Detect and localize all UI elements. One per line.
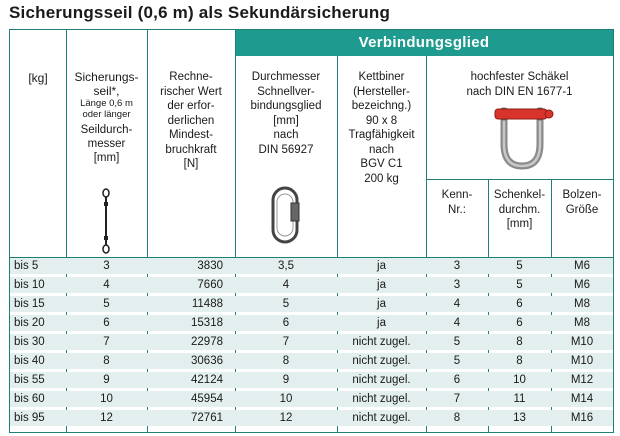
cell-bruch: 42124	[191, 374, 223, 386]
cell-kg: bis 10	[14, 279, 45, 291]
cell-kett: nicht zugel.	[352, 393, 411, 405]
cell-bolzen: M16	[570, 412, 594, 424]
cell-bolzen: M10	[570, 336, 594, 348]
cell-bruch: 72761	[191, 412, 223, 424]
cell-seil: 7	[103, 336, 110, 348]
header-seil-d1: Seildurch-	[80, 124, 133, 136]
carabiner-icon	[269, 185, 303, 245]
header-schenkel-line: Schenkel-	[493, 189, 546, 201]
header-kett-line: 90 x 8	[365, 114, 398, 127]
cell-bolzen: M10	[570, 355, 594, 367]
cell-schnell: 7	[282, 336, 290, 348]
cell-kg: bis 40	[14, 355, 45, 367]
cell-bruch: 7660	[197, 279, 223, 291]
cell-seil: 4	[103, 279, 110, 291]
cell-seil: 6	[103, 317, 110, 329]
cell-bolzen: M14	[570, 393, 594, 405]
table-row	[10, 334, 613, 350]
header-schenkel	[488, 188, 551, 232]
cell-kg: bis 95	[14, 412, 45, 424]
spec-table	[9, 29, 614, 433]
rope-icon	[96, 188, 116, 254]
header-bolzen-line: Bolzen-	[562, 189, 602, 201]
table-row	[10, 372, 613, 388]
cell-kenn: 4	[453, 298, 461, 310]
header-schenkel-line: [mm]	[506, 218, 533, 230]
group-header-verbindungsglied: Verbindungsglied	[235, 30, 613, 56]
cell-kg: bis 30	[14, 336, 45, 348]
header-bruch-line: Rechne-	[169, 71, 213, 83]
cell-seil: 5	[103, 298, 110, 310]
cell-kenn: 3	[453, 279, 461, 291]
cell-kett: nicht zugel.	[352, 355, 411, 367]
header-schnell-line: [mm]	[273, 114, 299, 127]
header-kett-line: 200 kg	[364, 172, 399, 185]
header-bruch-line: derlichen	[167, 114, 215, 127]
cell-kenn: 3	[453, 260, 461, 272]
header-kg: [kg]	[28, 71, 48, 85]
shackle-icon	[490, 100, 554, 172]
cell-seil: 8	[103, 355, 110, 367]
cell-kenn: 7	[453, 393, 461, 405]
cell-kett: nicht zugel.	[352, 412, 411, 424]
cell-kett: nicht zugel.	[352, 336, 411, 348]
cell-bolzen: M6	[574, 260, 590, 272]
header-schnell-line: bindungsglied	[250, 100, 322, 112]
page-title: Sicherungsseil (0,6 m) als Sekundärsicherung	[9, 3, 391, 22]
cell-schenkel: 6	[516, 298, 523, 310]
header-kett-line: (Hersteller-	[353, 85, 410, 98]
cell-kett: ja	[377, 279, 386, 291]
header-kett-line: nach	[369, 143, 394, 156]
header-bruchkraft	[147, 70, 235, 172]
table-row	[10, 258, 613, 274]
header-bruch-line: Mindest-	[168, 129, 214, 141]
header-kett-line: BGV C1	[360, 158, 403, 170]
cell-schnell: 4	[282, 279, 290, 291]
cell-kenn: 4	[453, 317, 461, 329]
header-kenn	[426, 188, 488, 217]
cell-kett: ja	[377, 260, 386, 272]
table-row	[10, 277, 613, 293]
cell-schnell: 5	[282, 298, 290, 310]
header-schnell-line: Durchmesser	[251, 71, 321, 83]
cell-bolzen: M8	[574, 298, 590, 310]
header-bruch-line: [N]	[183, 158, 199, 170]
header-schnell-line: nach	[273, 129, 299, 141]
cell-seil: 9	[103, 374, 110, 386]
header-schnell-line: Schnellver-	[257, 85, 315, 98]
header-kett-line: Kettbiner	[358, 71, 405, 83]
table-row	[10, 410, 613, 426]
cell-kg: bis 60	[14, 393, 45, 405]
header-kettbiner	[337, 70, 426, 186]
cell-kg: bis 20	[14, 317, 45, 329]
cell-schenkel: 13	[513, 412, 526, 424]
header-seil-unit: [mm]	[93, 152, 120, 164]
cell-bolzen: M6	[574, 279, 590, 291]
cell-schnell: 9	[282, 374, 290, 386]
header-seil	[66, 70, 147, 165]
cell-schnell: 10	[279, 393, 293, 405]
table-row	[10, 296, 613, 312]
cell-schenkel: 11	[513, 393, 526, 405]
cell-kg: bis 55	[14, 374, 45, 386]
table-row	[10, 353, 613, 369]
cell-kett: ja	[377, 317, 386, 329]
header-bruch-line: rischer Wert	[160, 85, 222, 98]
header-bruch-line: bruchkraft	[165, 143, 217, 156]
cell-schenkel: 8	[516, 336, 523, 348]
header-bruch-line: der erfor-	[167, 100, 215, 112]
cell-seil: 3	[103, 260, 110, 272]
header-schnell-line: DIN 56927	[258, 143, 314, 156]
header-schenkel-line: durchm.	[498, 203, 541, 216]
header-bolzen-line: Größe	[565, 203, 599, 216]
header-seil-note1: Länge 0,6 m	[80, 98, 133, 109]
header-kett-line: bezeichng.)	[351, 100, 412, 112]
row-divider	[426, 179, 613, 180]
cell-kenn: 8	[453, 412, 461, 424]
cell-bruch: 11488	[191, 298, 223, 310]
cell-kett: nicht zugel.	[352, 374, 411, 386]
cell-bruch: 30636	[191, 355, 223, 367]
cell-schnell: 12	[279, 412, 293, 424]
cell-schnell: 8	[282, 355, 290, 367]
header-seil-title: Sicherungs-	[74, 70, 139, 84]
header-bolzen	[551, 188, 613, 217]
header-kenn-line: Nr.:	[448, 203, 466, 216]
header-schaekel	[426, 70, 613, 99]
cell-seil: 10	[100, 393, 113, 405]
header-kett-line: Tragfähigkeit	[348, 129, 415, 141]
cell-bruch: 22978	[191, 336, 223, 348]
header-schaekel-line: nach DIN EN 1677-1	[466, 85, 573, 98]
cell-schnell: 6	[282, 317, 290, 329]
cell-kg: bis 15	[14, 298, 45, 310]
cell-schenkel: 10	[513, 374, 526, 386]
cell-schenkel: 8	[516, 355, 523, 367]
cell-schnell: 3,5	[278, 260, 294, 272]
cell-bruch: 3830	[197, 260, 223, 272]
header-schaekel-line: hochfester Schäkel	[470, 71, 569, 83]
cell-kg: bis 5	[14, 260, 39, 272]
header-kenn-line: Kenn-	[441, 189, 473, 201]
cell-seil: 12	[100, 412, 113, 424]
cell-schenkel: 5	[516, 260, 523, 272]
header-seil-d2: messer	[87, 138, 126, 150]
cell-kett: ja	[377, 298, 386, 310]
cell-kenn: 6	[453, 374, 461, 386]
table-row	[10, 315, 613, 331]
cell-bruch: 45954	[191, 393, 223, 405]
header-seil-note2: oder länger	[82, 109, 131, 120]
header-seil-title2: seil*,	[93, 84, 120, 98]
cell-bolzen: M8	[574, 317, 590, 329]
cell-schenkel: 5	[516, 279, 523, 291]
cell-kenn: 5	[453, 355, 461, 367]
cell-bruch: 15318	[191, 317, 223, 329]
cell-schenkel: 6	[516, 317, 523, 329]
header-schnellverbindungsglied	[235, 70, 337, 157]
cell-kenn: 5	[453, 336, 461, 348]
table-row	[10, 391, 613, 407]
cell-bolzen: M12	[570, 374, 594, 386]
